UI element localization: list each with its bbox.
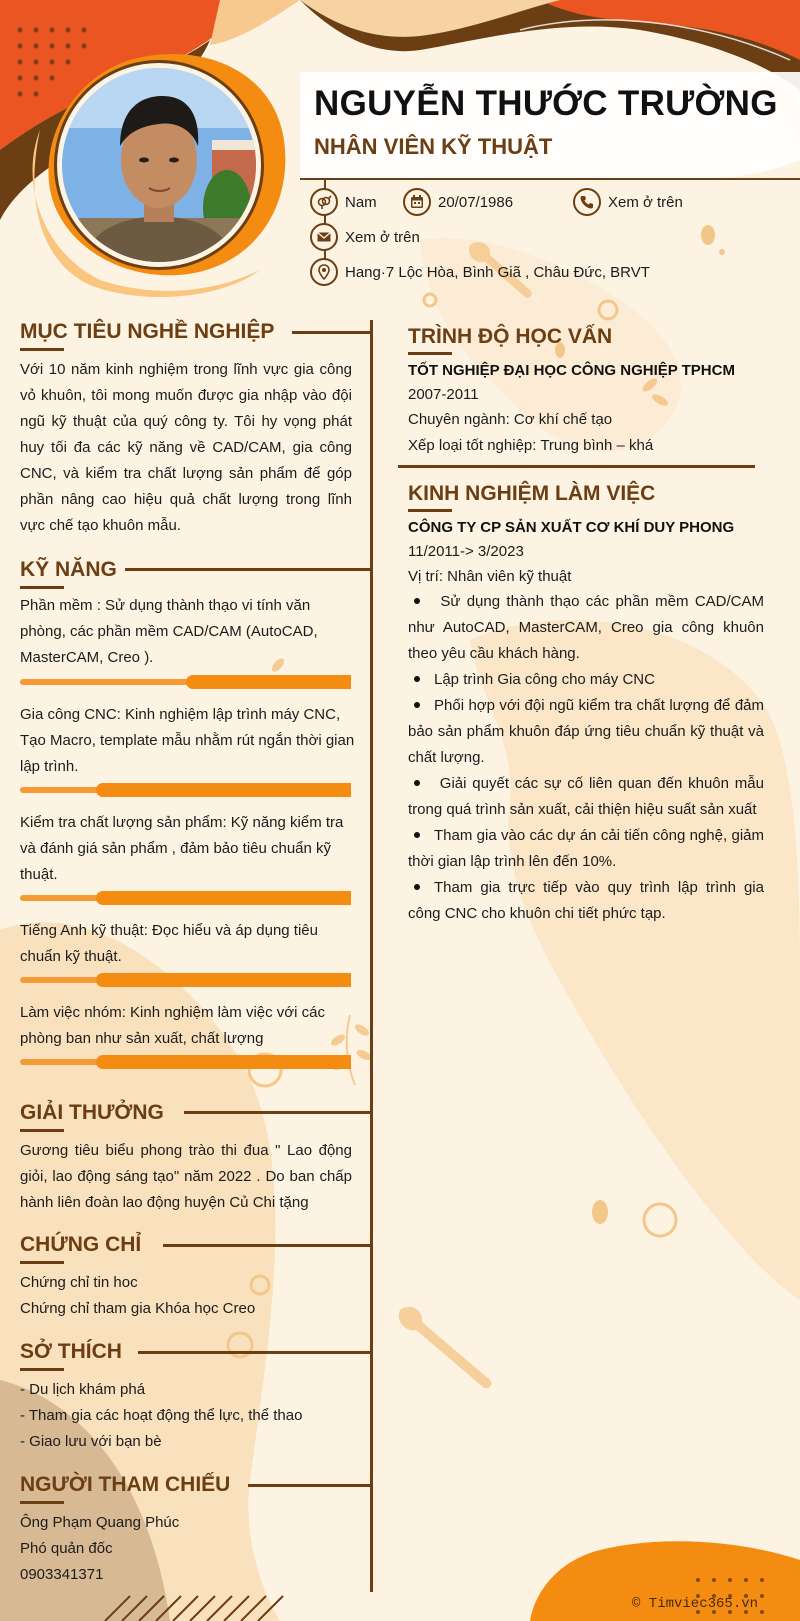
phone-value: Xem ở trên xyxy=(608,193,683,211)
references-underline xyxy=(20,1501,64,1504)
education-grade: Xếp loại tốt nghiệp: Trung bình – khá xyxy=(408,437,654,454)
profile-photo xyxy=(62,68,256,262)
skill-level-bar xyxy=(20,675,351,689)
duty-item: Tham gia vào các dự án cải tiến công nghệ, giảm thời gian lập trình lên đến 10%. xyxy=(408,827,764,870)
skill-item: Gia công CNC: Kinh nghiệm lập trình máy CNC, Tạo Macro, template mẫu nhằm rút ngắn thời gian lập trình. xyxy=(20,706,355,775)
phone-icon xyxy=(573,188,601,216)
copyright-watermark: © Timviec365.vn xyxy=(632,1596,759,1612)
hobby-item: - Du lịch khám phá xyxy=(20,1381,146,1398)
references-connector xyxy=(248,1484,372,1487)
awards-connector xyxy=(184,1111,372,1114)
phone-info xyxy=(573,188,683,216)
hobbies-title: SỞ THÍCH xyxy=(20,1340,122,1363)
skill-level-bar xyxy=(20,973,351,987)
duty-item: Lập trình Gia công cho máy CNC xyxy=(408,667,764,693)
education-major: Chuyên ngành: Cơ khí chế tạo xyxy=(408,411,613,428)
experience-company: CÔNG TY CP SẢN XUẤT CƠ KHÍ DUY PHONG xyxy=(408,519,735,536)
career-goal-text: Với 10 năm kinh nghiệm trong lĩnh vực gia công vỏ khuôn, tôi mong muốn được gia nhập vào đội ngũ kỹ thuật của quý công ty. Tôi hy vọng phát huy tối đa các kỹ năng về CAD/CAM, gia công CNC, và kiểm tra chất lượng sản phẩm để góp phần nâng cao hiệu quả chất lượng trong lĩnh vực chế tạo khuôn mẫu. xyxy=(20,361,352,534)
gender-icon xyxy=(310,188,338,216)
gender-info xyxy=(310,188,377,216)
skill-level-bar xyxy=(20,783,351,797)
awards-text: Gương tiêu biểu phong trào thi đua " Lao động giỏi, lao động sáng tạo" năm 2022 . Do ban chấp hành liên đoàn lao động huyện Củ Chi tặng xyxy=(20,1142,352,1211)
career-goal-title: MỤC TIÊU NGHỀ NGHIỆP xyxy=(20,320,275,343)
education-divider xyxy=(398,465,755,468)
experience-position: Vị trí: Nhân viên kỹ thuật xyxy=(408,568,572,585)
duty-item: Giải quyết các sự cố liên quan đến khuôn mẫu trong quá trình sản xuất, cải thiện hiệu suất sản xuất xyxy=(408,775,764,818)
email-icon xyxy=(310,223,338,251)
skills-connector xyxy=(125,568,372,571)
skill-item: Làm việc nhóm: Kinh nghiệm làm việc với các phòng ban như sản xuất, chất lượng xyxy=(20,1004,325,1047)
header-divider xyxy=(300,178,800,180)
duty-item: Phối hợp với đội ngũ kiểm tra chất lượng để đảm bảo sản phẩm khuôn đáp ứng tiêu chuẩn kỹ thuật và chất lượng. xyxy=(408,697,764,766)
hobby-item: - Giao lưu với bạn bè xyxy=(20,1433,162,1450)
education-period: 2007-2011 xyxy=(408,386,479,403)
certificate-item: Chứng chỉ tin hoc xyxy=(20,1274,138,1291)
certificate-item: Chứng chỉ tham gia Khóa học Creo xyxy=(20,1300,256,1317)
experience-period: 11/2011-> 3/2023 xyxy=(408,543,524,560)
skill-item: Phần mềm : Sử dụng thành thạo vi tính văn phòng, các phần mềm CAD/CAM (AutoCAD, MasterCAM, Creo ). xyxy=(20,597,318,666)
birthday-value: 20/07/1986 xyxy=(438,193,514,211)
duty-item: Sử dụng thành thạo các phần mềm CAD/CAM như AutoCAD, MasterCAM, Creo gia công khuôn theo yêu cầu khách hàng. xyxy=(408,593,764,662)
references-title: NGƯỜI THAM CHIẾU xyxy=(20,1473,231,1496)
reference-name: Ông Phạm Quang Phúc xyxy=(20,1514,180,1531)
hobbies-underline xyxy=(20,1368,64,1371)
skill-item: Kiểm tra chất lượng sản phẩm: Kỹ năng kiểm tra và đánh giá sản phẩm , đảm bảo tiêu chuẩn kỹ thuật. xyxy=(20,814,344,883)
education-title: TRÌNH ĐỘ HỌC VẤN xyxy=(408,325,613,348)
email-value: Xem ở trên xyxy=(345,228,420,246)
skills-title: KỸ NĂNG xyxy=(20,558,117,581)
certificates-connector xyxy=(163,1244,372,1247)
skill-level-bar xyxy=(20,1055,351,1069)
email-info xyxy=(310,223,420,251)
address-info xyxy=(310,258,650,286)
column-divider xyxy=(370,320,373,1592)
location-icon xyxy=(310,258,338,286)
duty-item: Tham gia trực tiếp vào quy trình lập trình gia công CNC cho khuôn chi tiết phức tạp. xyxy=(408,879,764,922)
experience-title: KINH NGHIỆM LÀM VIỆC xyxy=(408,482,656,505)
reference-phone: 0903341371 xyxy=(20,1566,104,1583)
skills-underline xyxy=(20,586,64,589)
skill-item: Tiếng Anh kỹ thuật: Đọc hiểu và áp dụng tiêu chuẩn kỹ thuật. xyxy=(20,922,318,965)
awards-underline xyxy=(20,1129,64,1132)
birthday-info xyxy=(403,188,513,216)
career-goal-underline xyxy=(20,348,64,351)
education-school: TỐT NGHIỆP ĐẠI HỌC CÔNG NGHIỆP TPHCM xyxy=(408,362,735,379)
career-goal-connector xyxy=(292,331,372,334)
awards-title: GIẢI THƯỞNG xyxy=(20,1101,164,1124)
address-value: Hang·7 Lộc Hòa, Bình Giã , Châu Đức, BRVT xyxy=(345,263,650,281)
hobby-item: - Tham gia các hoạt động thể lực, thể thao xyxy=(20,1407,303,1424)
job-title: NHÂN VIÊN KỸ THUẬT xyxy=(314,134,553,159)
reference-role: Phó quản đốc xyxy=(20,1540,113,1557)
certificates-title: CHỨNG CHỈ xyxy=(20,1233,142,1256)
calendar-icon xyxy=(403,188,431,216)
hobbies-connector xyxy=(138,1351,372,1354)
gender-value: Nam xyxy=(345,193,377,211)
education-underline xyxy=(408,352,452,355)
candidate-name: NGUYỄN THƯỚC TRƯỜNG xyxy=(314,84,778,123)
certificates-underline xyxy=(20,1261,64,1264)
experience-underline xyxy=(408,509,452,512)
experience-duties xyxy=(408,589,764,927)
skill-level-bar xyxy=(20,891,351,905)
